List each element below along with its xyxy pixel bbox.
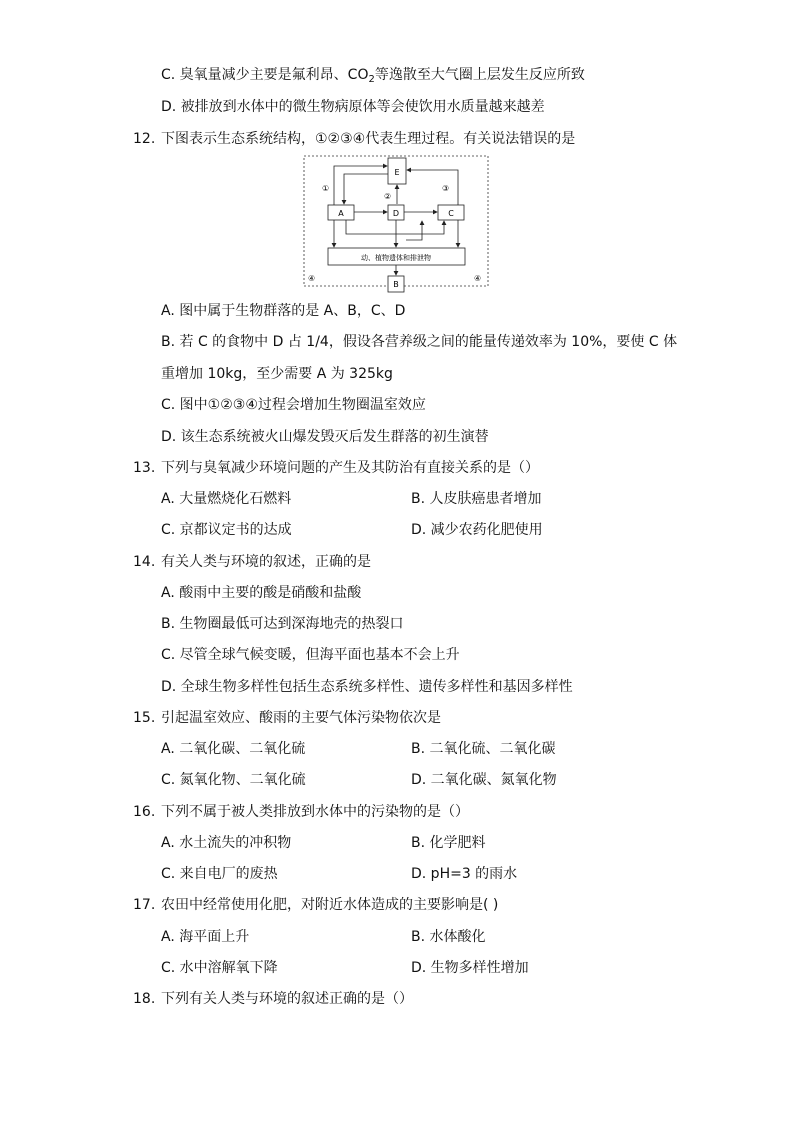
q17-option-d: D. 生物多样性增加 [411, 960, 529, 976]
mark-4-left: ④ [308, 274, 316, 283]
q17-option-b: B. 水体酸化 [411, 929, 486, 945]
q17-stem: 农田中经常使用化肥，对附近水体造成的主要影响是( ) [161, 897, 499, 913]
q12-option-b-line2: 重增加 10kg，至少需要 A 为 325kg [161, 366, 393, 382]
q15-option-c: C. 氮氧化物、二氧化硫 [161, 772, 306, 788]
arrow-inner-loop [406, 221, 422, 240]
box-remains-label: 动、植物遗体和排泄物 [361, 254, 431, 262]
q16-number: 16. [133, 804, 156, 820]
q14-option-d: D. 全球生物多样性包括生态系统多样性、遗传多样性和基因多样性 [161, 679, 573, 695]
mark-1: ① [322, 184, 330, 193]
q11-option-c: C. 臭氧量减少主要是氟利昂、$CO_2$等逸散至大气圈上层发生反应所致 [161, 67, 585, 85]
q15-number: 15. [133, 710, 156, 726]
q15-option-d: D. 二氧化碳、氮氧化物 [411, 772, 557, 788]
q12-option-d: D. 该生态系统被火山爆发毁灭后发生群落的初生演替 [161, 429, 489, 445]
q15-option-b: B. 二氧化硫、二氧化碳 [411, 741, 556, 757]
q14-number: 14. [133, 554, 156, 570]
arrow-a-to-e [334, 166, 387, 205]
q17-number: 17. [133, 897, 156, 913]
q16-option-b: B. 化学肥料 [411, 835, 486, 851]
q15-option-a: A. 二氧化碳、二氧化硫 [161, 741, 306, 757]
mark-4-right: ④ [474, 274, 482, 283]
q12-stem: 下图表示生态系统结构，①②③④代表生理过程。有关说法错误的是 [161, 131, 576, 147]
q13-option-c: C. 京都议定书的达成 [161, 522, 292, 538]
q14-stem: 有关人类与环境的叙述，正确的是 [161, 554, 371, 570]
arrow-c-to-e [407, 170, 458, 205]
q14-option-a: A. 酸雨中主要的酸是硝酸和盐酸 [161, 585, 362, 601]
q16-option-d: D. pH=3 的雨水 [411, 866, 518, 882]
q11-option-d: D. 被排放到水体中的微生物病原体等会使饮用水质量越来越差 [161, 99, 545, 115]
q17-option-a: A. 海平面上升 [161, 929, 250, 945]
q14-option-c: C. 尽管全球气候变暖，但海平面也基本不会上升 [161, 647, 460, 663]
q15-stem: 引起温室效应、酸雨的主要气体污染物依次是 [161, 710, 441, 726]
q12-option-b-line1: B. 若 C 的食物中 D 占 1/4，假设各营养级之间的能量传递效率为 10%，要使 C 体 [161, 334, 678, 350]
q13-number: 13. [133, 460, 156, 476]
q13-option-d: D. 减少农药化肥使用 [411, 522, 543, 538]
q12-option-a: A. 图中属于生物群落的是 A、B，C、D [161, 303, 406, 319]
q17-option-c: C. 水中溶解氧下降 [161, 960, 278, 976]
ecosystem-diagram [302, 154, 490, 294]
q16-option-c: C. 来自电厂的废热 [161, 866, 278, 882]
q18-number: 18. [133, 991, 156, 1007]
mark-2: ② [384, 192, 392, 201]
q14-option-b: B. 生物圈最低可达到深海地壳的热裂口 [161, 616, 404, 632]
arrow-bottom-loop [346, 220, 444, 234]
q18-stem: 下列有关人类与环境的叙述正确的是（） [161, 991, 413, 1007]
q12-option-c: C. 图中①②③④过程会增加生物圈温室效应 [161, 397, 426, 413]
q13-option-a: A. 大量燃烧化石燃料 [161, 491, 292, 507]
mark-3: ③ [442, 184, 450, 193]
q12-number: 12. [133, 131, 156, 147]
q16-option-a: A. 水土流失的冲积物 [161, 835, 292, 851]
box-a-label: A [338, 209, 344, 218]
box-e-label: E [394, 168, 400, 177]
arrow-e-to-a [344, 174, 388, 204]
q13-stem: 下列与臭氧减少环境问题的产生及其防治有直接关系的是（） [161, 460, 539, 476]
box-b-label: B [393, 280, 399, 289]
box-d-label: D [392, 209, 400, 218]
q13-option-b: B. 人皮肤癌患者增加 [411, 491, 542, 507]
q16-stem: 下列不属于被人类排放到水体中的污染物的是（） [161, 804, 469, 820]
box-c-label: C [448, 209, 454, 218]
